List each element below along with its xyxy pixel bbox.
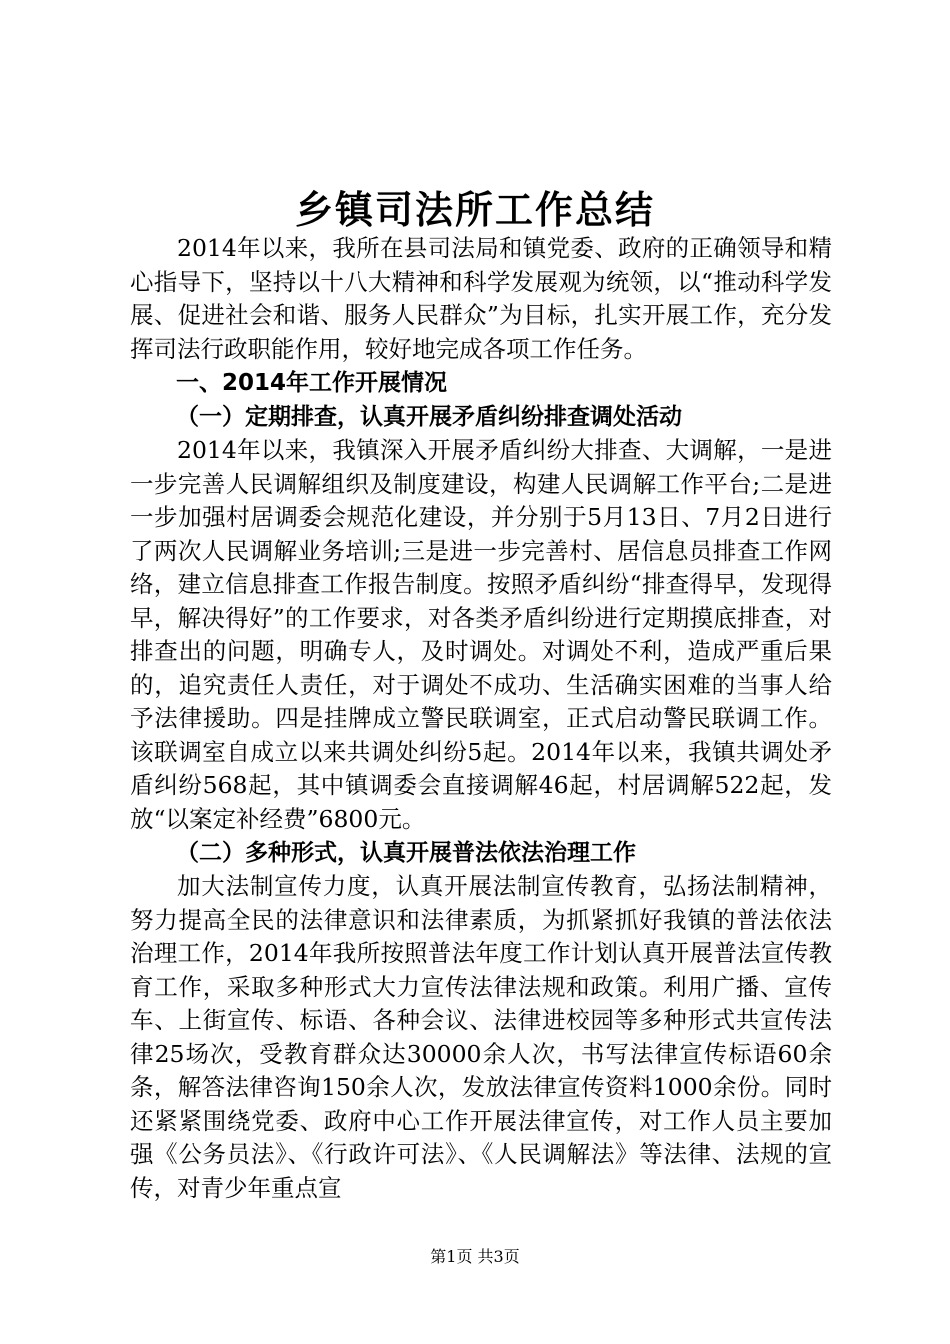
section-heading: 一、2014年工作开展情况 xyxy=(176,370,448,396)
subsection-heading-1: （一）定期排查，认真开展矛盾纠纷排查调处活动 xyxy=(176,404,682,430)
intro-paragraph: 2014年以来，我所在县司法局和镇党委、政府的正确领导和精心指导下，坚持以十八大精神和科学发展观为统领，以“推动科学发展、促进社会和谐、服务人民群众”为目标，扎实开展工作，充分发挥司法行政职能作用，较好地完成各项工作任务。 xyxy=(130,234,832,363)
document-body xyxy=(130,232,832,1205)
subsection-paragraph-1: 2014年以来，我镇深入开展矛盾纠纷大排查、大调解，一是进一步完善人民调解组织及制度建设，构建人民调解工作平台;二是进一步加强村居调委会规范化建设，并分别于5月13日、7月2日进行了两次人民调解业务培训;三是进一步完善村、居信息员排查工作网络，建立信息排查工作报告制度。按照矛盾纠纷“排查得早，发现得早，解决得好”的工作要求，对各类矛盾纠纷进行定期摸底排查，对排查出的问题，明确专人，及时调处。对调处不利，造成严重后果的，追究责任人责任，对于调处不成功、生活确实困难的当事人给予法律援助。四是挂牌成立警民联调室，正式启动警民联调工作。该联调室自成立以来共调处纠纷5起。2014年以来，我镇共调处矛盾纠纷568起，其中镇调委会直接调解46起，村居调解522起，发放“以案定补经费”6800元。 xyxy=(130,436,832,833)
subsection-paragraph-2: 加大法制宣传力度，认真开展法制宣传教育，弘扬法制精神，努力提高全民的法律意识和法律素质，为抓紧抓好我镇的普法依法治理工作，2014年我所按照普法年度工作计划认真开展普法宣传教育工作，采取多种形式大力宣传法律法规和政策。利用广播、宣传车、上街宣传、标语、各种会议、法律进校园等多种形式共宣传法律25场次，受教育群众达30000余人次，书写法律宣传标语60余条，解答法律咨询150余人次，发放法律宣传资料1000余份。同时还紧紧围绕党委、政府中心工作开展法律宣传，对工作人员主要加强《公务员法》、《行政许可法》、《人民调解法》等法律、法规的宣传，对青少年重点宣 xyxy=(130,872,832,1202)
page-footer: 第1页 共3页 xyxy=(430,1247,520,1266)
subsection-heading-2: （二）多种形式，认真开展普法依法治理工作 xyxy=(176,840,636,866)
document-title: 乡镇司法所工作总结 xyxy=(294,187,655,232)
